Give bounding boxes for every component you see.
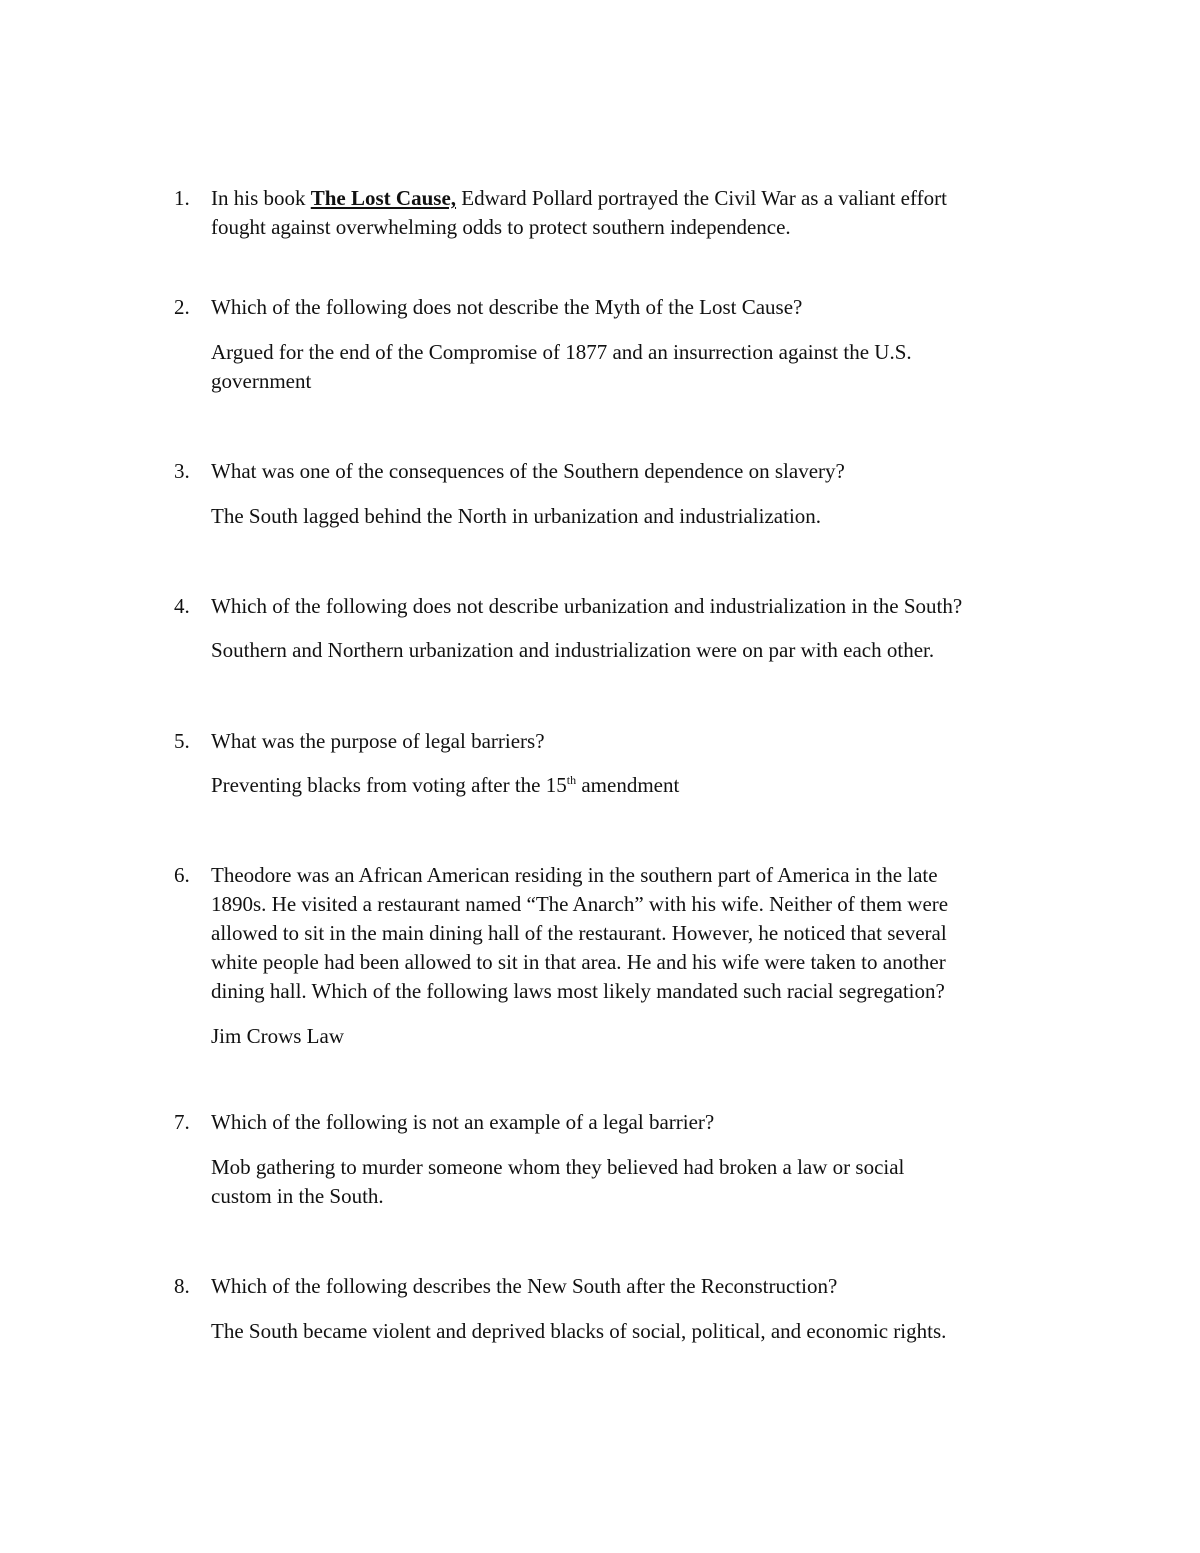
question-text-segment: Edward Pollard portrayed the Civil War as a valiant effort — [456, 186, 947, 210]
answer-text-segment: Preventing blacks from voting after the 15 — [211, 773, 567, 797]
question-text-line: allowed to sit in the main dining hall of the restaurant. However, he noticed that several — [211, 921, 947, 945]
question-number: 6. — [174, 863, 190, 887]
question-text-segment: In his book — [211, 186, 311, 210]
question-number: 3. — [174, 459, 190, 483]
question-number: 2. — [174, 295, 190, 319]
question-text-line: Which of the following describes the New South after the Reconstruction? — [211, 1274, 838, 1298]
question-text-line: white people had been allowed to sit in that area. He and his wife were taken to another — [211, 950, 946, 974]
question-text-line: Which of the following does not describe the Myth of the Lost Cause? — [211, 295, 803, 319]
question-text-line: Which of the following is not an example of a legal barrier? — [211, 1110, 715, 1134]
question-text-line: Which of the following does not describe urbanization and industrialization in the South? — [211, 594, 963, 618]
answer-text-line — [211, 770, 679, 800]
question-number: 8. — [174, 1274, 190, 1298]
question-number: 5. — [174, 729, 190, 753]
answer-text-line: government — [211, 369, 312, 393]
question-text-line: What was one of the consequences of the Southern dependence on slavery? — [211, 459, 845, 483]
answer-text-line: The South became violent and deprived blacks of social, political, and economic rights. — [211, 1319, 947, 1343]
question-text-line: 1890s. He visited a restaurant named “The Anarch” with his wife. Neither of them were — [211, 892, 949, 916]
answer-text-line: The South lagged behind the North in urbanization and industrialization. — [211, 504, 822, 528]
question-number: 7. — [174, 1110, 190, 1134]
answer-text-line: Argued for the end of the Compromise of 1877 and an insurrection against the U.S. — [211, 340, 912, 364]
question-number: 1. — [174, 186, 190, 210]
answer-text-segment: amendment — [576, 773, 680, 797]
question-text-line: Theodore was an African American residing in the southern part of America in the late — [211, 863, 938, 887]
superscript: th — [566, 773, 577, 787]
book-title: The Lost Cause, — [310, 186, 457, 210]
answer-text-line: Southern and Northern urbanization and industrialization were on par with each other. — [211, 638, 935, 662]
answer-text-line: Jim Crows Law — [211, 1024, 344, 1048]
question-text-line: fought against overwhelming odds to protect southern independence. — [211, 215, 791, 239]
answer-text-line: custom in the South. — [211, 1184, 384, 1208]
question-text-line: What was the purpose of legal barriers? — [211, 729, 545, 753]
question-number: 4. — [174, 594, 190, 618]
question-text-line — [211, 183, 947, 213]
question-text-line: dining hall. Which of the following laws most likely mandated such racial segregation? — [211, 979, 945, 1003]
answer-text-line: Mob gathering to murder someone whom they believed had broken a law or social — [211, 1155, 905, 1179]
